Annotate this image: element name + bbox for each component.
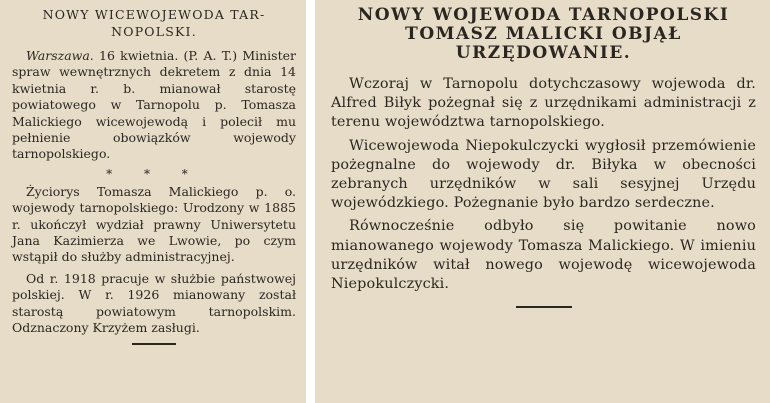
article-paragraph: Wczoraj w Tarnopolu dotychczasowy wojewoda dr. Alfred Biłyk pożegnał się z urzędnikami administracji z terenu województwa tarnopolskiego. (331, 76, 756, 131)
dateline: Warszawa. (26, 48, 94, 63)
paragraph-text: 16 kwietnia. (P. A. T.) Minister spraw wewnętrznych dekretem z dnia 14 kwietnia r. b. mianował starostę powiatowego w Tarnopolu p. Tomasza Malickiego wicewojewodą i polecił mu pełnienie obowiązków wojewody tarnopolskiego. (12, 48, 296, 162)
article-headline: NOWY WOJEWODA TARNOPOLSKI TOMASZ MALICKI OBJĄŁ URZĘDOWANIE. (357, 5, 730, 63)
end-rule (516, 306, 572, 308)
article-paragraph: Życiorys Tomasza Malickiego p. o. wojewody tarnopolskiego: Urodzony w 1885 r. ukończył wydział prawny Uniwersytetu Jana Kazimierza we Lwowie, po czym wstąpił do służby administracyjnej. (12, 183, 296, 265)
article-clipping-right (315, 0, 770, 403)
article-paragraph: Równocześnie odbyło się powitanie nowo mianowanego wojewody Tomasza Malickiego. W imieniu urzędników witał nowego wojewodę wicewojewoda Niepokulczycki. (331, 218, 756, 293)
article-paragraph (12, 48, 296, 163)
end-rule (132, 343, 176, 345)
section-separator-stars: * * * (106, 166, 202, 181)
article-paragraph: Od r. 1918 pracuje w służbie państwowej polskiej. W r. 1926 mianowany został starostą powiatowym tarnopolskim. Odznaczony Krzyżem zasługi. (12, 270, 296, 336)
article-headline: NOWY WICEWOJEWODA TAR-NOPOLSKI. (42, 7, 266, 39)
article-clipping-left (0, 0, 306, 403)
article-paragraph: Wicewojewoda Niepokulczycki wygłosił przemówienie pożegnalne do wojewody dr. Biłyka w obecności zebranych urzędników w sali sesyjnej Urzędu wojewódzkiego. Pożegnanie było bardzo serdeczne. (331, 137, 756, 212)
